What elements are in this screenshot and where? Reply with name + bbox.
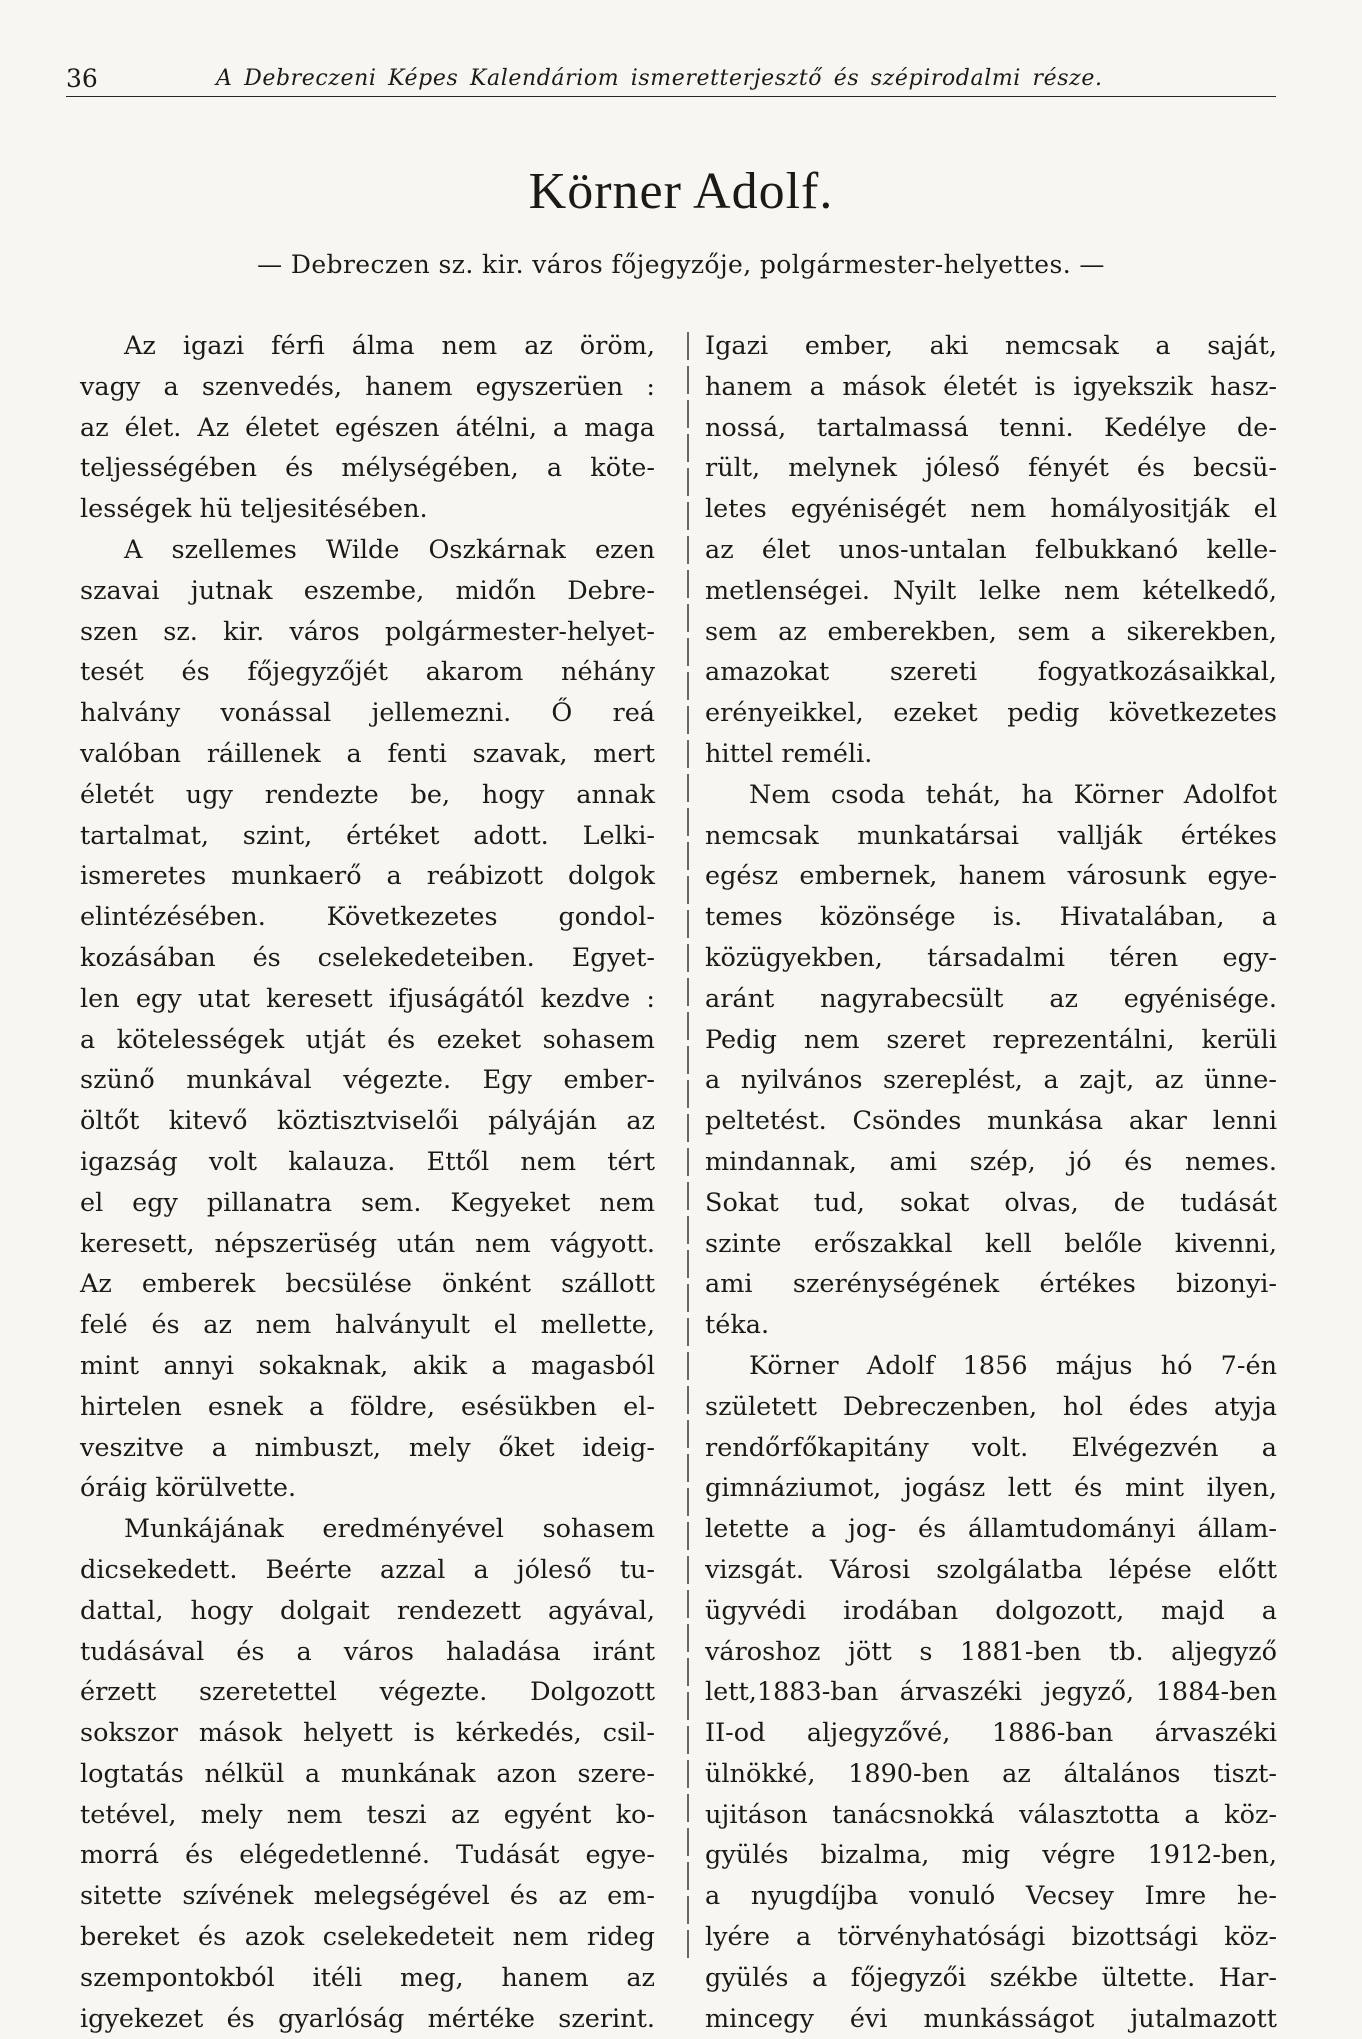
text-line: Pedig nem szeret reprezentálni, kerüli (705, 1024, 1277, 1055)
text-line: szempontokból itéli meg, hanem az (80, 1962, 655, 1993)
text-line: Igazi ember, aki nemcsak a saját, (705, 331, 1277, 361)
text-line: Munkájának eredményével sohasem (124, 1514, 655, 1545)
text-line: vagy a szenvedés, hanem egyszerüen : (80, 371, 655, 402)
text-line: ügyvédi irodában dolgozott, majd a (705, 1595, 1277, 1626)
text-line: hanem a mások életét is igyekszik hasz- (705, 371, 1277, 402)
text-line: egész embernek, hanem városunk egye- (705, 861, 1277, 892)
text-line: szünő munkával végezte. Egy ember- (80, 1065, 655, 1096)
text-line: mincegy évi munkásságot jutalmazott (705, 2003, 1277, 2034)
text-line: igazság volt kalauza. Ettől nem tért (80, 1146, 655, 1177)
column-divider (687, 332, 689, 1962)
text-line: az élet. Az életet egészen átélni, a maga (80, 412, 655, 443)
article-subtitle: — Debreczen sz. kir. város főjegyzője, polgármester-helyettes. — (257, 250, 1105, 279)
text-line: tudásával és a város haladása iránt (80, 1636, 655, 1667)
text-line: született Debreczenben, hol édes atyja (705, 1391, 1277, 1422)
text-line: dicsekedett. Beérte azzal a jóleső tu- (80, 1554, 655, 1585)
text-line: kozásában és cselekedeteiben. Egyet- (80, 942, 655, 973)
text-line: halvány vonással jellemezni. Ő reá (80, 698, 655, 729)
text-line: erényeikkel, ezeket pedig következetes (705, 698, 1277, 729)
text-line: logtatás nélkül a munkának azon szere- (80, 1758, 655, 1789)
text-line: tartalmat, szint, értéket adott. Lelki- (80, 820, 655, 851)
text-line: elintézésében. Következetes gondol- (80, 902, 655, 933)
text-line: hittel reméli. (705, 738, 873, 769)
left-column (80, 326, 655, 2039)
running-title: A Debreczeni Képes Kalendáriom ismeretterjesztő és szépirodalmi része. (216, 66, 1103, 91)
page-number: 36 (66, 64, 98, 93)
text-line: felé és az nem halványult el mellette, (80, 1310, 655, 1341)
text-line: Nem csoda tehát, ha Körner Adolfot (749, 779, 1277, 810)
text-line: öltőt kitevő köztisztviselői pályáján az (80, 1106, 655, 1137)
text-line: sem az emberekben, sem a sikerekben, (705, 616, 1277, 647)
text-line: ülnökké, 1890-ben az általános tiszt- (705, 1758, 1277, 1789)
text-line: rült, melynek jóleső fényét és becsü- (705, 453, 1277, 484)
text-line: a nyilvános szereplést, a zajt, az ünne- (705, 1065, 1277, 1096)
text-line: amazokat szereti fogyatkozásaikkal, (705, 657, 1277, 688)
text-line: ismeretes munkaerő a reábizott dolgok (80, 861, 655, 892)
text-line: nemcsak munkatársai vallják értékes (705, 820, 1277, 851)
text-line: bereket és azok cselekedeteit nem rideg (80, 1922, 655, 1953)
text-line: rendőrfőkapitány volt. Elvégezvén a (705, 1432, 1277, 1463)
text-line: érzett szeretettel végezte. Dolgozott (80, 1677, 655, 1708)
text-line: gyülés a főjegyzői székbe ültette. Har- (705, 1962, 1277, 1993)
text-line: közügyekben, társadalmi téren egy- (705, 942, 1277, 973)
text-line: lett,1883-ban árvaszéki jegyző, 1884-ben (705, 1677, 1277, 1708)
text-line: Az igazi férfi álma nem az öröm, (124, 331, 655, 361)
text-line: vizsgát. Városi szolgálatba lépése előtt (705, 1554, 1277, 1585)
text-line: el egy pillanatra sem. Kegyeket nem (80, 1187, 655, 1218)
text-line: az élet unos-untalan felbukkanó kelle- (705, 534, 1277, 565)
text-line: óráig körülvette. (80, 1473, 297, 1504)
text-line: városhoz jött s 1881-ben tb. aljegyző (705, 1636, 1277, 1667)
text-line: a kötelességek utját és ezeket sohasem (80, 1024, 655, 1055)
running-header (66, 60, 1276, 97)
text-line: valóban ráillenek a fenti szavak, mert (80, 738, 655, 769)
text-line: igyekezet és gyarlóság mértéke szerint. (80, 2003, 655, 2034)
text-line: szavai jutnak eszembe, midőn Debre- (80, 575, 655, 606)
text-line: gimnáziumot, jogász lett és mint ilyen, (705, 1473, 1277, 1504)
text-line: Körner Adolf 1856 május hó 7-én (749, 1350, 1277, 1381)
text-line: temes közönsége is. Hivatalában, a (705, 902, 1277, 933)
text-line: ami szerénységének értékes bizonyi- (705, 1269, 1277, 1300)
text-line: veszitve a nimbuszt, mely őket ideig- (80, 1432, 655, 1463)
text-line: letette a jog- és államtudományi állam- (705, 1514, 1277, 1545)
text-line: a nyugdíjba vonuló Vecsey Imre he- (705, 1881, 1277, 1912)
text-line: sitette szívének melegségével és az em- (80, 1881, 655, 1912)
text-line: aránt nagyrabecsült az egyénisége. (705, 983, 1277, 1014)
text-line: A szellemes Wilde Oszkárnak ezen (124, 534, 655, 565)
text-line: téka. (705, 1310, 770, 1341)
text-line: II-od aljegyzővé, 1886-ban árvaszéki (705, 1718, 1277, 1749)
text-line: ujitáson tanácsnokká választotta a köz- (705, 1799, 1277, 1830)
text-line: életét ugy rendezte be, hogy annak (80, 779, 655, 810)
text-line: dattal, hogy dolgait rendezett agyával, (80, 1595, 655, 1626)
text-line: lességek hü teljesitésében. (80, 494, 428, 525)
text-line: szinte erőszakkal kell belőle kivenni, (705, 1228, 1277, 1259)
text-line: keresett, népszerüség után nem vágyott. (80, 1228, 655, 1259)
text-line: letes egyéniségét nem homályositják el (705, 494, 1277, 525)
text-line: tetével, mely nem teszi az egyént ko- (80, 1799, 655, 1830)
text-line: mindannak, ami szép, jó és nemes. (705, 1146, 1277, 1177)
text-line: lyére a törvényhatósági bizottsági köz- (705, 1922, 1277, 1953)
text-line: hirtelen esnek a földre, esésükben el- (80, 1391, 655, 1422)
right-column (705, 326, 1277, 2039)
text-line: Az emberek becsülése önként szállott (80, 1269, 655, 1300)
text-line: szen sz. kir. város polgármester-helyet- (80, 616, 655, 647)
text-line: mint annyi sokaknak, akik a magasból (80, 1350, 655, 1381)
text-line: sokszor mások helyett is kérkedés, csil- (80, 1718, 655, 1749)
article-title: Körner Adolf. (528, 163, 834, 220)
text-line: len egy utat keresett ifjuságától kezdve : (80, 983, 655, 1014)
text-line: gyülés bizalma, mig végre 1912-ben, (705, 1840, 1277, 1871)
text-line: morrá és elégedetlenné. Tudását egye- (80, 1840, 655, 1871)
text-line: teljességében és mélységében, a köte- (80, 453, 655, 484)
text-line: nossá, tartalmassá tenni. Kedélye de- (705, 412, 1277, 443)
text-line: Sokat tud, sokat olvas, de tudását (705, 1187, 1277, 1218)
text-line: peltetést. Csöndes munkása akar lenni (705, 1106, 1277, 1137)
text-line: metlenségei. Nyilt lelke nem kételkedő, (705, 575, 1277, 606)
text-line: tesét és főjegyzőjét akarom néhány (80, 657, 655, 688)
